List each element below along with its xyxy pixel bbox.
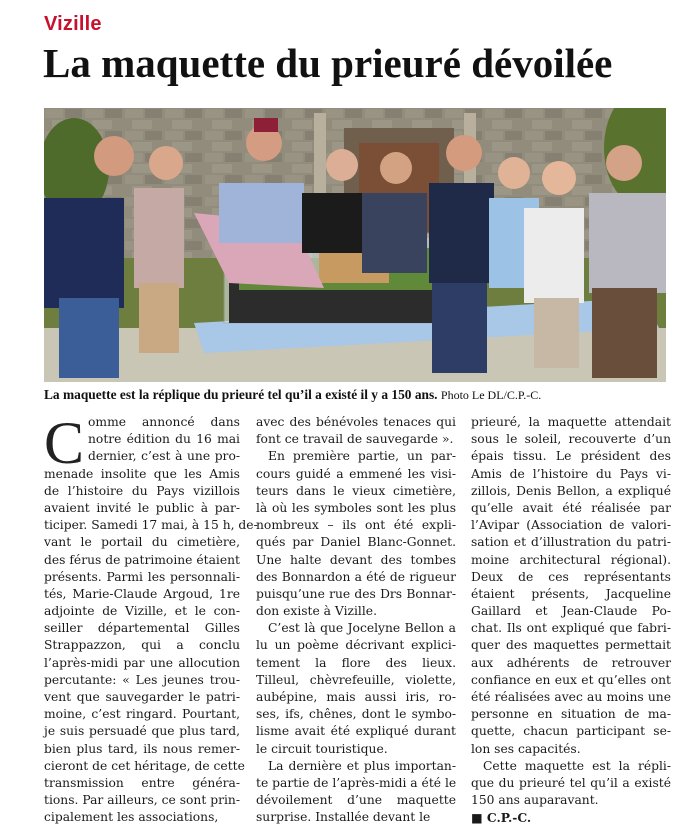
text-line: le circuit touristique. — [256, 741, 388, 756]
text-line: lon ses capacités. — [471, 741, 581, 756]
headline: La maquette du prieuré dévoilée — [43, 40, 613, 86]
text-line: teurs dans le vieux cimetière, — [256, 483, 456, 498]
text-line: seiller départemental Gilles — [44, 621, 240, 636]
text-line: Amis de l’histoire du Pays vi- — [471, 466, 671, 481]
text-line: cipalement les associations, — [44, 810, 219, 825]
text-line: tement la flore des lieux. — [256, 655, 456, 670]
text-line: transmission entre généra- — [44, 775, 240, 790]
paragraph — [471, 414, 671, 758]
text-line: ses, ifs, chênes, dont le symbo- — [256, 707, 456, 722]
text-line: notre édition du 16 mai — [88, 432, 240, 447]
paragraph — [471, 758, 671, 810]
text-line: l’après-midi par une allocution — [44, 655, 240, 670]
text-line: avec des bénévoles tenaces qui — [256, 415, 456, 429]
text-line: nombreux – ils ont été expli- — [256, 518, 456, 533]
text-line: épais tissu. Le président des — [471, 449, 671, 464]
text-line: percutante: « Les jeunes trou- — [44, 672, 240, 687]
text-line: cieront de cet héritage, de cette — [44, 758, 245, 773]
text-line: dernier, c’est à une pro- — [88, 449, 240, 464]
article-column-2 — [256, 414, 456, 827]
article-column-1 — [44, 410, 258, 827]
text-line: menade insolite que les Amis — [44, 466, 240, 481]
text-line: je suis persuadé que plus tard, — [44, 724, 240, 739]
text-line: quette, chacun participant se- — [471, 724, 671, 739]
text-line: personne en situation de ma- — [471, 707, 671, 722]
text-line: avaient invité le public à par- — [44, 500, 240, 515]
text-line: quer des maquettes permettait — [471, 638, 671, 653]
text-line: Tilleul, chèvrefeuille, violette, — [256, 672, 456, 687]
text-line: qués par Daniel Blanc-Gonnet. — [256, 535, 456, 550]
text-line: là où les symboles sont les plus — [256, 500, 456, 515]
text-line: moine architectural régional). — [471, 552, 671, 567]
text-line: Strappazzon, qui a conclu — [44, 638, 240, 653]
text-line: tions. Par ailleurs, ce sont prin- — [44, 793, 240, 808]
paragraph — [256, 448, 456, 620]
photo-caption — [44, 387, 674, 403]
text-line: adjointe de Vizille, et le con- — [44, 604, 240, 619]
text-line: aux adhérents de retrouver — [471, 655, 671, 670]
section-kicker: Vizille — [44, 13, 102, 35]
text-line: lu un poème décrivant explici- — [256, 638, 456, 653]
text-line: Deux de ces représentants — [471, 569, 671, 584]
text-line: cours guidé a emmené les visi- — [256, 466, 456, 481]
text-line: En première partie, un par- — [268, 449, 456, 464]
text-line: sation et d’illustration du patri- — [471, 535, 671, 550]
paragraph — [256, 414, 456, 448]
text-line: tés, Marie-Claude Argoud, 1re — [44, 586, 240, 601]
text-line: Cette maquette est la répli- — [483, 758, 671, 773]
text-line: moine, c’est ringard. Pourtant, — [44, 707, 240, 722]
text-line: présents. Parmi les personnali- — [44, 569, 240, 584]
drop-cap: C — [44, 410, 85, 476]
article-column-3 — [471, 414, 671, 827]
text-line: l’Avipar (Association de valori- — [471, 518, 671, 533]
text-line: été réalisées avec au moins une — [471, 690, 671, 704]
text-line: vent que sauvegarder le patri- — [44, 690, 240, 704]
text-line: aubépine, mais aussi iris, ro- — [256, 690, 456, 704]
text-line: zillois, Denis Bellon, a expliqué — [471, 483, 671, 498]
text-line: qu’elle avait été réalisée par — [471, 500, 671, 515]
text-line: sous le soleil, recouverte d’un — [471, 432, 671, 447]
text-line: des Bonnardon a été de rigueur — [256, 569, 456, 584]
text-line: ticiper. Samedi 17 mai, à 15 h, de- — [44, 518, 258, 533]
caption-text: La maquette est la réplique du prieuré tel qu’il a existé il y a 150 ans. — [44, 387, 438, 402]
text-line: des férus de patrimoine étaient — [44, 552, 240, 567]
text-line: bien plus tard, ils nous remer- — [44, 741, 240, 756]
text-line: que du prieuré tel qu’il a existé — [471, 775, 671, 790]
paragraph — [256, 620, 456, 758]
text-line: Une halte devant des tombes — [256, 552, 456, 567]
text-line: chat. Ils ont expliqué que fabri- — [471, 621, 671, 636]
text-line: puisqu’une rue des Drs Bonnar- — [256, 586, 456, 601]
text-line: La dernière et plus importan- — [268, 758, 456, 773]
article-photo — [44, 108, 666, 382]
text-line: dévoilement d’une maquette — [256, 793, 456, 808]
photo-credit: Photo Le DL/C.P.-C. — [440, 388, 542, 402]
text-line: don existe à Vizille. — [256, 604, 377, 619]
paragraph — [256, 758, 456, 827]
text-line: lisme avait été expliqué durant — [256, 724, 456, 739]
author-signature: ■ C.P.-C. — [471, 810, 532, 826]
paragraph — [44, 410, 258, 827]
text-line: surprise. Installée devant le — [256, 810, 431, 825]
text-line: te partie de l’après-midi a été le — [256, 775, 457, 790]
text-line: font ce travail de sauvegarde ». — [256, 432, 454, 447]
text-line: Gaillard et Jean-Claude Po- — [471, 604, 671, 619]
text-line: 150 ans auparavant. — [471, 793, 599, 808]
text-line: confiance en eux et qu’elles ont — [471, 672, 671, 687]
text-line: C’est là que Jocelyne Bellon a — [268, 621, 456, 636]
text-line: de l’histoire du Pays vizillois — [44, 483, 240, 498]
text-line: omme annoncé dans — [88, 415, 240, 429]
text-line: vant le portail du cimetière, — [44, 535, 240, 550]
text-line: étaient présents, Jacqueline — [471, 586, 671, 601]
text-line: prieuré, la maquette attendait — [471, 415, 671, 429]
